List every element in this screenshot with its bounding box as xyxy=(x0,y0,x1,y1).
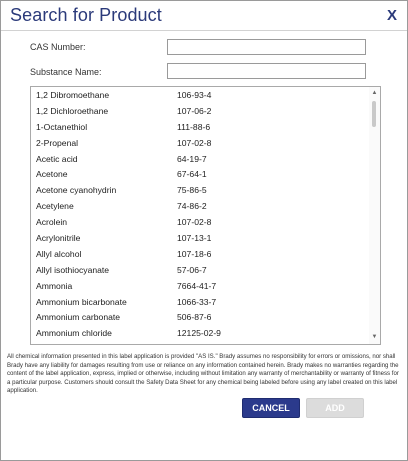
product-list[interactable] xyxy=(30,86,381,345)
substance-name-label: Substance Name: xyxy=(30,67,102,77)
product-cas-number: 106-93-4 xyxy=(177,90,212,100)
product-row[interactable] xyxy=(31,294,369,310)
product-row[interactable] xyxy=(31,325,369,341)
product-cas-number: 74-86-2 xyxy=(177,201,207,212)
product-name: Ammonia xyxy=(36,280,73,291)
product-name: Ammonium carbonate xyxy=(36,312,121,323)
product-row[interactable] xyxy=(31,246,369,262)
product-cas-number: 111-88-6 xyxy=(177,121,211,132)
product-row[interactable] xyxy=(31,151,369,167)
product-name: 2-Propenal xyxy=(36,137,79,148)
substance-name-input[interactable] xyxy=(167,63,366,79)
product-name: 1,2 Dichloroethane xyxy=(36,105,109,116)
product-name: Ammonium chloride xyxy=(36,328,112,339)
add-button[interactable]: ADD xyxy=(306,398,364,418)
product-cas-number: 75-86-5 xyxy=(177,185,207,196)
title-divider xyxy=(1,30,407,31)
product-name: Allyl alcohol xyxy=(36,248,82,259)
dialog-title: Search for Product xyxy=(10,5,162,25)
product-cas-number: 1066-33-7 xyxy=(177,296,217,307)
product-name: 1-Octanethiol xyxy=(36,121,88,132)
product-cas-number: 107-02-8 xyxy=(177,137,212,148)
product-cas-number: 64-19-7 xyxy=(177,153,207,164)
product-cas-number: 107-18-6 xyxy=(177,248,212,259)
cancel-button[interactable]: CANCEL xyxy=(242,398,300,418)
product-name: Acrylonitrile xyxy=(36,233,81,244)
product-name: Acrolein xyxy=(36,217,68,228)
product-row[interactable] xyxy=(31,262,369,278)
product-name: 1,2 Dibromoethane xyxy=(36,90,110,100)
product-row[interactable] xyxy=(31,166,369,182)
product-name: Ammonium bicarbonate xyxy=(36,296,127,307)
product-list-rows xyxy=(31,87,369,344)
product-row[interactable] xyxy=(31,135,369,151)
product-cas-number: 12125-02-9 xyxy=(177,328,221,339)
product-cas-number: 67-64-1 xyxy=(177,169,207,180)
product-row[interactable] xyxy=(31,309,369,325)
scroll-thumb[interactable] xyxy=(372,101,376,127)
scroll-up-icon[interactable]: ▲ xyxy=(371,90,378,96)
scroll-down-icon[interactable]: ▼ xyxy=(371,334,378,340)
product-cas-number: 7664-41-7 xyxy=(177,280,217,291)
product-row[interactable] xyxy=(31,278,369,294)
product-name: Allyl isothiocyanate xyxy=(36,264,110,275)
product-list-scrollbar[interactable] xyxy=(369,87,380,344)
product-row[interactable] xyxy=(31,341,369,344)
product-name: Acetic acid xyxy=(36,153,78,164)
product-row[interactable] xyxy=(31,182,369,198)
cas-number-input[interactable] xyxy=(167,39,366,55)
product-row[interactable] xyxy=(31,230,369,246)
product-cas-number: 57-06-7 xyxy=(177,264,207,275)
product-cas-number: 107-13-1 xyxy=(177,233,212,244)
product-row[interactable] xyxy=(31,119,369,135)
disclaimer-text: All chemical information presented in this label application is provided "AS IS." Brady assumes no responsibility for errors or omissions, nor shall Brady have any liability for damages resulting from use or reliance on any information contained herein. Brady makes no warranties regarding the content of the label application, express, implied or otherwise, including without limitation any warranty of merchantability or warranty of fitness for a particular purpose. Customers should consult the Safety Data Sheet for any chemical being labeled before using any label created on this label application. xyxy=(7,353,399,395)
product-cas-number: 506-87-6 xyxy=(177,312,212,323)
product-cas-number: 107-06-2 xyxy=(177,105,212,116)
product-row[interactable] xyxy=(31,198,369,214)
product-row[interactable] xyxy=(31,87,369,103)
product-row[interactable] xyxy=(31,103,369,119)
product-name: Acetone xyxy=(36,169,68,180)
cas-number-label: CAS Number: xyxy=(30,42,86,52)
product-name: Acetylene xyxy=(36,201,74,212)
product-name: Acetone cyanohydrin xyxy=(36,185,117,196)
close-icon[interactable]: X xyxy=(386,7,397,24)
product-cas-number: 107-02-8 xyxy=(177,217,212,228)
product-row[interactable] xyxy=(31,214,369,230)
